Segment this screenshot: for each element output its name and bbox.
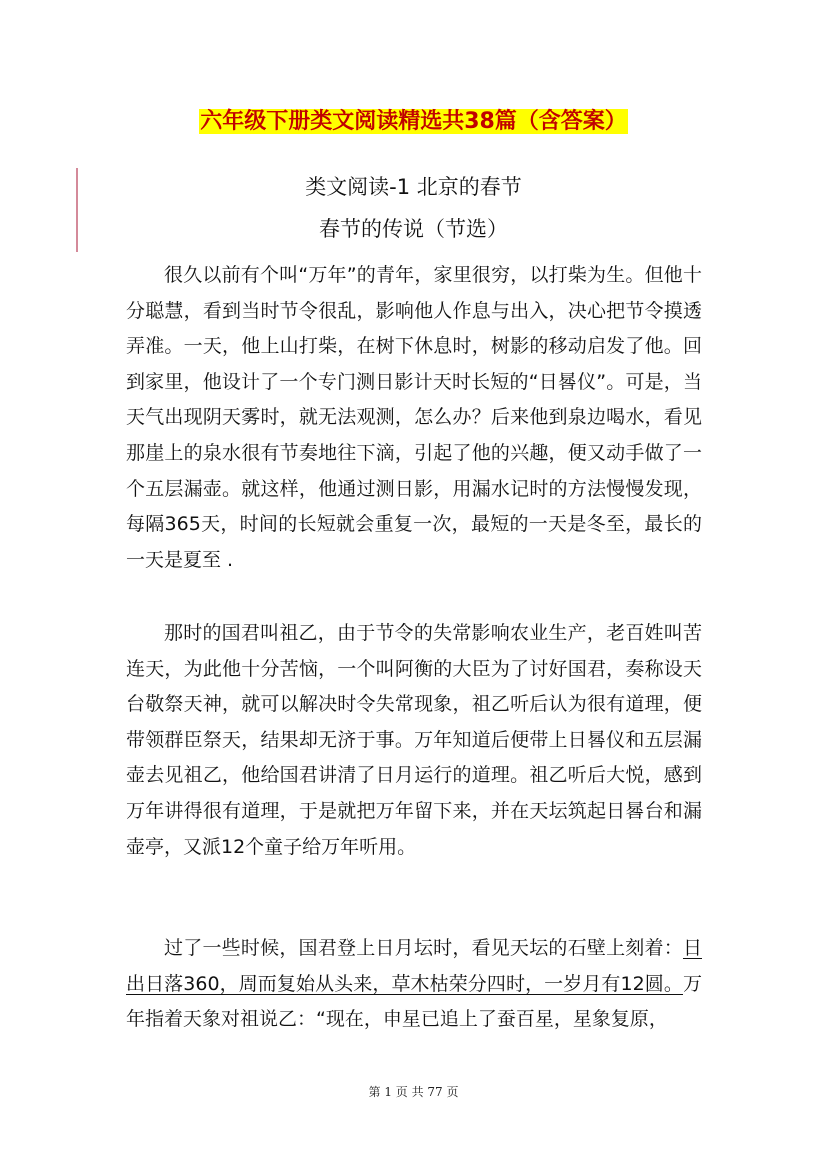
- paragraph-3-tail: 万年指着天象对祖说乙：“现在，申星已追上了蚕百星，星象复原，: [126, 972, 702, 1031]
- document-title: [0, 104, 827, 140]
- paragraph-3-lead: 过了一些时候，国君登上日月坛时，看见天坛的石壁上刻着：: [164, 937, 683, 959]
- underlined-quote: 日出日落360，周而复始从头来，草木枯荣分四时，一岁月有12圆。: [126, 937, 702, 995]
- paragraph-text: 很久以前有个叫“万年”的青年，家里很穷，以打柴为生。但他十分聪慧，看到当时节令很乱，影响他人作息与出入，决心把节令摸透弄准。一天，他上山打柴，在树下休息时，树影的移动启发了他。回到家里，他设计了一个专门测日影计天时长短的“日晷仪”。可是，当天气出现阴天雾时，就无法观测，怎么办？后来他到泉边喝水，看见那崖上的泉水很有节奏地往下滴，引起了他的兴趣，便又动手做了一个五层漏壶。就这样，他通过测日影，用漏水记时的方法慢慢发现，每隔365天，时间的长短就会重复一次，最短的一天是冬至，最长的一天是夏至 .: [126, 264, 702, 571]
- page-footer: 第 1 页 共 77 页: [368, 1085, 459, 1099]
- paragraph-3: [126, 931, 702, 1038]
- section-title: 类文阅读-1 北京的春节: [305, 175, 522, 199]
- paragraph-2: [126, 616, 702, 865]
- section-subtitle: 春节的传说（节选）: [319, 217, 508, 241]
- paragraph-1: [126, 258, 702, 578]
- paragraph-text: 那时的国君叫祖乙，由于节令的失常影响农业生产，老百姓叫苦连天，为此他十分苦恼，一个叫阿衡的大臣为了讨好国君，奏称设天台敬祭天神，就可以解决时令失常现象，祖乙听后认为很有道理，便带领群臣祭天，结果却无济于事。万年知道后便带上日晷仪和五层漏壶去见祖乙，他给国君讲清了日月运行的道理。祖乙听后大悦，感到万年讲得很有道理，于是就把万年留下来，并在天坛筑起日晷台和漏壶亭，又派12个童子给万年听用。: [126, 622, 702, 858]
- paragraph-text: [126, 931, 702, 1038]
- document-title-text: 六年级下册类文阅读精选共38篇（含答案）: [200, 109, 627, 134]
